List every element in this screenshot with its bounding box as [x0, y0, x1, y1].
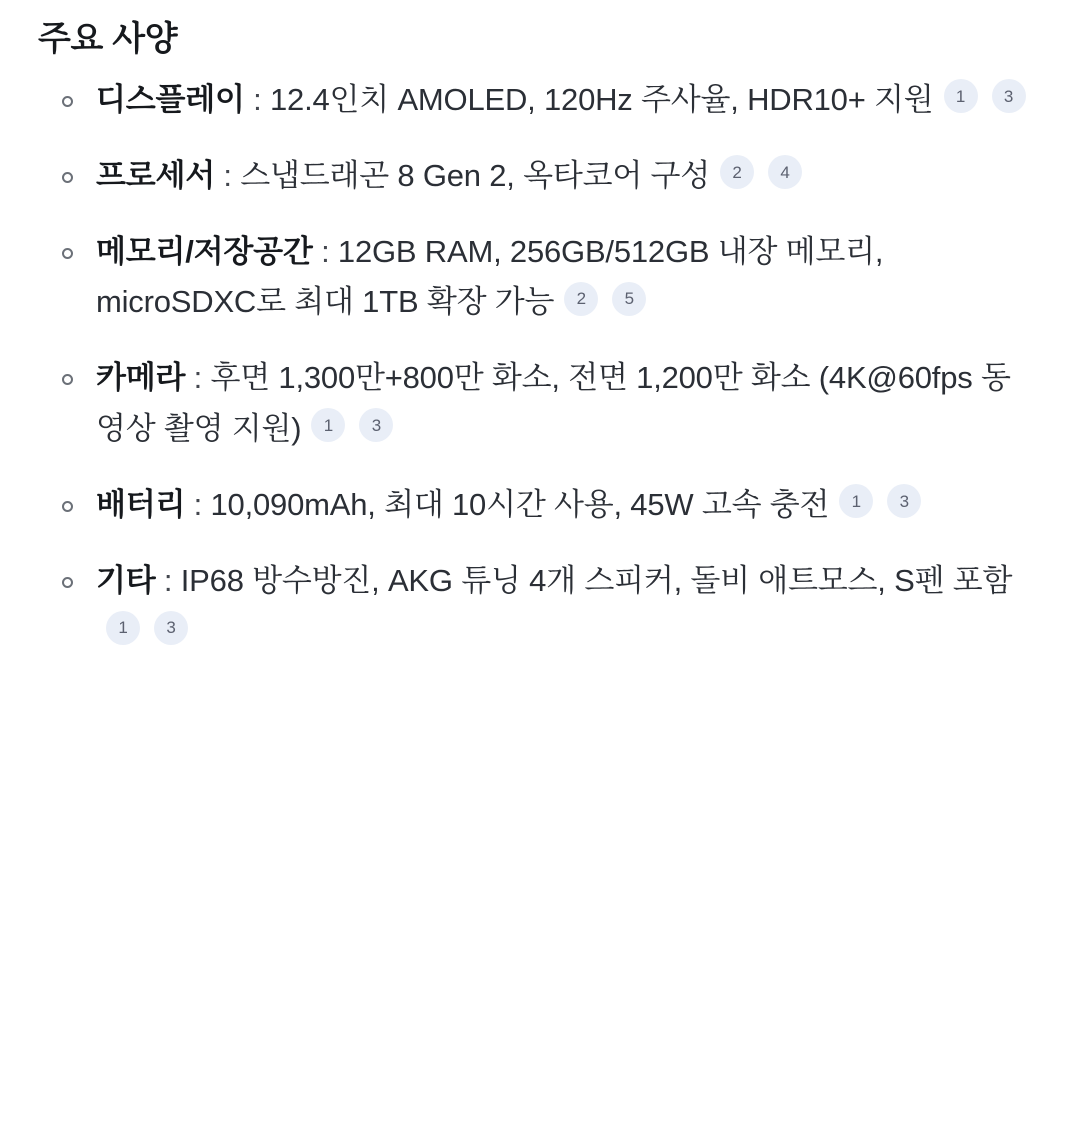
spec-list	[38, 75, 1035, 657]
citation-link[interactable]: 1	[311, 408, 345, 442]
citation-group	[934, 82, 1030, 117]
spec-label: 배터리	[96, 486, 186, 522]
spec-value: 12.4인치 AMOLED, 120Hz 주사율, HDR10+ 지원	[270, 81, 934, 117]
spec-value: 12GB RAM, 256GB/512GB 내장 메모리, microSDXC로 최대 1TB 확장 가능	[96, 233, 884, 320]
spec-separator: :	[321, 233, 330, 269]
citation-group	[710, 158, 806, 193]
citation-link[interactable]: 3	[992, 79, 1026, 113]
spec-separator: :	[163, 563, 173, 599]
spec-label: 기타	[96, 563, 156, 599]
spec-value: 후면 1,300만+800만 화소, 전면 1,200만 화소 (4K@60fps 동영상 촬영 지원)	[96, 360, 1011, 446]
spec-separator: :	[223, 157, 232, 193]
citation-link[interactable]: 1	[106, 611, 140, 645]
citation-link[interactable]: 3	[359, 408, 393, 442]
spec-separator: :	[193, 360, 203, 396]
list-item	[38, 75, 1035, 125]
list-item	[38, 353, 1035, 453]
spec-label: 카메라	[96, 360, 186, 396]
spec-separator: :	[253, 81, 262, 117]
citation-group	[96, 613, 192, 648]
citation-link[interactable]: 3	[887, 484, 921, 518]
bullet-icon	[62, 374, 73, 385]
spec-value: 스냅드래곤 8 Gen 2, 옥타코어 구성	[240, 157, 711, 193]
citation-link[interactable]: 2	[564, 282, 598, 316]
bullet-icon	[62, 248, 73, 259]
bullet-icon	[62, 577, 73, 588]
bullet-icon	[62, 501, 73, 512]
citation-link[interactable]: 3	[154, 611, 188, 645]
spec-label: 프로세서	[96, 157, 215, 193]
spec-label: 디스플레이	[96, 81, 245, 117]
bullet-icon	[62, 96, 73, 107]
bullet-icon	[62, 172, 73, 183]
citation-group	[829, 487, 925, 522]
page-title: 주요 사양	[38, 20, 178, 58]
spec-value: 10,090mAh, 최대 10시간 사용, 45W 고속 충전	[210, 486, 830, 522]
citation-group	[301, 411, 397, 446]
list-item	[38, 480, 1035, 530]
list-item	[38, 151, 1035, 201]
citation-link[interactable]: 4	[768, 155, 802, 189]
list-item	[38, 227, 1035, 327]
spec-separator: :	[193, 486, 203, 522]
list-item	[38, 556, 1035, 656]
citation-link[interactable]: 2	[720, 155, 754, 189]
spec-label: 메모리/저장공간	[96, 233, 313, 269]
citation-group	[554, 284, 650, 319]
citation-link[interactable]: 1	[839, 484, 873, 518]
citation-link[interactable]: 5	[612, 282, 646, 316]
spec-value: IP68 방수방진, AKG 튜닝 4개 스피커, 돌비 애트모스, S펜 포함	[180, 563, 1013, 599]
citation-link[interactable]: 1	[944, 79, 978, 113]
